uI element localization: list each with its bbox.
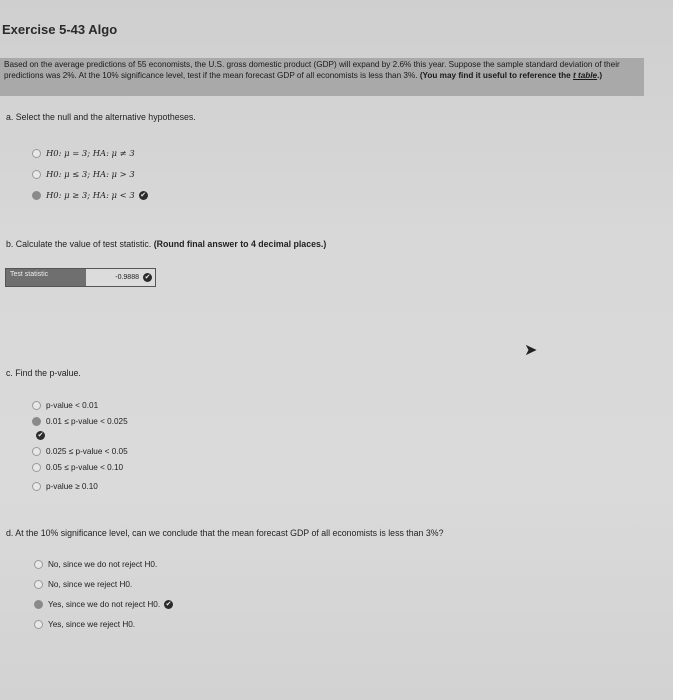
reference-note <box>420 71 602 80</box>
conclusion-option-4[interactable] <box>34 620 135 629</box>
radio-button[interactable] <box>34 580 43 589</box>
part-b-rounding-note: (Round final answer to 4 decimal places.) <box>153 239 327 249</box>
conclusion-option-3[interactable] <box>34 600 173 609</box>
test-statistic-label: Test statistic <box>6 269 86 286</box>
hypothesis-option-3[interactable] <box>32 190 148 200</box>
part-b-question <box>6 239 326 249</box>
part-c-question: c. Find the p-value. <box>6 368 81 378</box>
check-circle-icon: ✔ <box>144 274 151 281</box>
radio-button[interactable] <box>32 447 41 456</box>
conclusion-option-label: Yes, since we do not reject H0. <box>48 600 161 609</box>
p-value-option-4[interactable] <box>32 463 123 472</box>
radio-button-selected[interactable] <box>32 191 41 200</box>
conclusion-option-label: No, since we do not reject H0. <box>48 560 158 569</box>
p-value-option-label: p-value < 0.01 <box>46 401 99 410</box>
part-b-question-text: b. Calculate the value of test statistic. <box>6 239 152 249</box>
reference-suffix: .) <box>597 71 603 80</box>
test-statistic-value: -0.9888 <box>115 274 139 281</box>
radio-button[interactable] <box>34 560 43 569</box>
problem-text: Based on the average predictions of 55 economists, the U.S. gross domestic product (GDP) will expand by 2.6% this year. Suppose the sample standard deviation of their predictions was 2%. At the 10% significance level, test if the mean forecast GDP of all economists is less than 3%. <box>4 60 620 80</box>
radio-button[interactable] <box>32 482 41 491</box>
p-value-option-5[interactable] <box>32 482 98 491</box>
radio-button[interactable] <box>32 149 41 158</box>
problem-statement <box>0 58 644 96</box>
t-table-link[interactable]: t table <box>572 71 598 80</box>
hypothesis-option-label: H0: μ ≤ 3; HA: μ > 3 <box>46 169 135 179</box>
p-value-option-label: 0.05 ≤ p-value < 0.10 <box>46 463 124 472</box>
exercise-title: Exercise 5-43 Algo <box>2 22 118 37</box>
p-value-option-label: 0.025 ≤ p-value < 0.05 <box>46 447 128 456</box>
radio-button[interactable] <box>34 620 43 629</box>
hypothesis-option-2[interactable] <box>32 169 135 179</box>
mouse-pointer-icon: ➤ <box>524 342 538 359</box>
radio-button[interactable] <box>32 170 41 179</box>
check-circle-icon: ✔ <box>140 191 147 199</box>
check-circle-icon: ✔ <box>37 432 44 439</box>
conclusion-option-2[interactable] <box>34 580 132 589</box>
radio-button-selected[interactable] <box>34 600 43 609</box>
conclusion-option-1[interactable] <box>34 560 157 569</box>
part-d-question: d. At the 10% significance level, can we conclude that the mean forecast GDP of all economists is less than 3%? <box>6 528 444 538</box>
p-value-option-2[interactable] <box>32 417 128 426</box>
reference-prefix: (You may find it useful to reference the <box>419 71 573 80</box>
test-statistic-row <box>5 268 156 287</box>
hypothesis-option-label: H0: μ = 3; HA: μ ≠ 3 <box>46 148 135 158</box>
conclusion-option-label: Yes, since we reject H0. <box>48 620 136 629</box>
conclusion-option-label: No, since we reject H0. <box>48 580 133 589</box>
p-value-option-3[interactable] <box>32 447 128 456</box>
radio-button-selected[interactable] <box>32 417 41 426</box>
p-value-option-1[interactable] <box>32 401 98 410</box>
check-circle-icon: ✔ <box>165 601 172 608</box>
hypothesis-option-1[interactable] <box>32 148 135 158</box>
p-value-option-label: p-value ≥ 0.10 <box>46 482 98 491</box>
p-value-option-label: 0.01 ≤ p-value < 0.025 <box>46 417 128 426</box>
radio-button[interactable] <box>32 463 41 472</box>
part-a-question: a. Select the null and the alternative hypotheses. <box>6 112 196 122</box>
test-statistic-input[interactable] <box>86 269 155 286</box>
hypothesis-option-label: H0: μ ≥ 3; HA: μ < 3 <box>46 190 135 200</box>
radio-button[interactable] <box>32 401 41 410</box>
